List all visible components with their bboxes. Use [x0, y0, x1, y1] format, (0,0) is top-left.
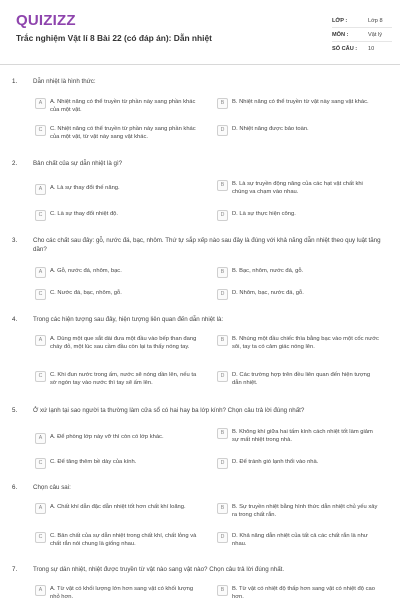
- meta-value-class: Lớp 8: [368, 17, 383, 24]
- question-3: [0, 237, 400, 297]
- header: [0, 0, 400, 65]
- option-text: D. Nhôm, bạc, nước đá, gỗ.: [232, 290, 304, 296]
- page-title: Trắc nghiệm Vật lí 8 Bài 22 (có đáp án): Dẫn nhiệt: [16, 33, 212, 43]
- question-6: [0, 484, 400, 547]
- option-letter-c: C: [35, 125, 46, 136]
- option-text: D. Khả năng dẫn nhiệt của tất cả các chất rắn là như nhau.: [232, 533, 368, 547]
- option-letter-a: A: [35, 335, 46, 346]
- option-text: A. Là sự thay đổi thế năng.: [50, 185, 120, 191]
- option-text: A. Từ vật có khối lượng lớn hơn sang vật có khối lượng nhỏ hơn.: [50, 586, 194, 600]
- question-number: 3.: [12, 237, 18, 244]
- question-4: [0, 316, 400, 386]
- question-number: 2.: [12, 160, 18, 167]
- question-7: [0, 566, 400, 600]
- question-number: 4.: [12, 316, 18, 323]
- question-5: [0, 407, 400, 466]
- quizizz-logo: QUIZIZZ: [16, 12, 76, 29]
- option-text: A. Để phòng lớp này vỡ thì còn có lớp khác.: [50, 434, 164, 440]
- option-text: C. Để tăng thêm bề dày của kính.: [50, 459, 137, 465]
- option-letter-d: D: [217, 125, 228, 136]
- option-text: D. Nhiệt năng được bảo toàn.: [232, 126, 309, 132]
- option-letter-b: B: [217, 585, 228, 596]
- meta-value-count: 10: [368, 45, 375, 52]
- option-letter-d: D: [217, 458, 228, 469]
- option-letter-c: C: [35, 371, 46, 382]
- question-2: [0, 160, 400, 218]
- meta-label-class: LỚP :: [332, 17, 348, 24]
- option-letter-a: A: [35, 585, 46, 596]
- option-letter-a: A: [35, 267, 46, 278]
- option-text: B. Từ vật có nhiệt độ thấp hơn sang vật có nhiệt độ cao hơn.: [232, 586, 375, 600]
- meta-table: [332, 14, 392, 55]
- option-text: A. Dùng một que sắt dài đưa một đầu vào bếp than đang cháy đỏ, một lúc sau cầm đầu còn lại ta thấy nóng tay.: [50, 336, 197, 350]
- option-text: B. Là sự truyền động năng của các hạt vật chất khi chúng va chạm vào nhau.: [232, 181, 363, 195]
- option-letter-b: B: [217, 428, 228, 439]
- option-letter-c: C: [35, 210, 46, 221]
- option-letter-a: A: [35, 503, 46, 514]
- option-text: A. Nhiệt năng có thể truyền từ phần này sang phần khác của một vật.: [50, 99, 196, 113]
- question-1: [0, 78, 400, 140]
- option-text: B. Bạc, nhôm, nước đá, gỗ.: [232, 268, 304, 274]
- option-letter-b: B: [217, 503, 228, 514]
- question-text: Ở xứ lạnh tại sao người ta thường làm cửa sổ có hai hay ba lớp kính? Chọn câu trả lời đúng nhất?: [33, 407, 305, 414]
- question-text: Cho các chất sau đây: gỗ, nước đá, bạc, nhôm. Thứ tự sắp xếp nào sau đây là đúng với khả năng dẫn nhiệt theo quy luật tăng dần?: [33, 237, 381, 253]
- option-letter-d: D: [217, 532, 228, 543]
- option-text: C. Nhiệt năng có thể truyền từ phần này sang phần khác của một vật, từ vật này sang vật khác.: [50, 126, 196, 140]
- option-text: D. Là sự thực hiện công.: [232, 211, 296, 217]
- meta-label-count: SỐ CÂU :: [332, 45, 358, 52]
- question-text: Chọn câu sai:: [33, 484, 71, 491]
- question-number: 5.: [12, 407, 18, 414]
- option-text: B. Nhiệt năng có thể truyền từ vật này sang vật khác.: [232, 99, 369, 105]
- question-number: 1.: [12, 78, 18, 85]
- option-letter-b: B: [217, 267, 228, 278]
- option-letter-a: A: [35, 98, 46, 109]
- question-text: Trong sự dẫn nhiệt, nhiệt được truyền từ vật nào sang vật nào? Chọn câu trả lời đúng nhất.: [33, 566, 285, 573]
- option-text: D. Các trường hợp trên đều liên quan đến hiện tượng dẫn nhiệt.: [232, 372, 371, 386]
- option-text: D. Để tránh gió lạnh thổi vào nhà.: [232, 459, 319, 465]
- option-letter-c: C: [35, 458, 46, 469]
- option-text: C. Là sự thay đổi nhiệt độ.: [50, 211, 119, 217]
- option-letter-c: C: [35, 289, 46, 300]
- option-letter-d: D: [217, 210, 228, 221]
- option-letter-a: A: [35, 433, 46, 444]
- option-text: B. Sự truyền nhiệt bằng hình thức dẫn nhiệt chủ yếu xảy ra trong chất rắn.: [232, 504, 378, 518]
- option-letter-c: C: [35, 532, 46, 543]
- question-text: Trong các hiện tượng sau đây, hiện tượng liên quan đến dẫn nhiệt là:: [33, 316, 224, 323]
- option-letter-b: B: [217, 335, 228, 346]
- question-number: 6.: [12, 484, 18, 491]
- question-text: Dẫn nhiệt là hình thức:: [33, 78, 96, 85]
- option-letter-b: B: [217, 180, 228, 191]
- meta-value-subject: Vật lý: [368, 31, 382, 38]
- meta-label-subject: MÔN :: [332, 31, 349, 38]
- option-letter-d: D: [217, 289, 228, 300]
- option-text: B. Không khí giữa hai tấm kính cách nhiệt tốt làm giảm sự mất nhiệt trong nhà.: [232, 429, 373, 443]
- question-number: 7.: [12, 566, 18, 573]
- option-letter-b: B: [217, 98, 228, 109]
- option-text: C. Khi đun nước trong ấm, nước sẽ nóng dần lên, nếu ta sờ ngón tay vào nước thì tay sẽ ấm lên.: [50, 372, 197, 386]
- option-letter-a: A: [35, 184, 46, 195]
- meta-row-subject: [332, 28, 392, 42]
- option-text: C. Nước đá, bạc, nhôm, gỗ.: [50, 290, 122, 296]
- meta-row-count: [332, 42, 392, 55]
- option-letter-d: D: [217, 371, 228, 382]
- option-text: A. Chất khí dẫn đặc dẫn nhiệt tốt hơn chất khí loãng.: [50, 504, 186, 510]
- option-text: A. Gỗ, nước đá, nhôm, bạc.: [50, 268, 122, 274]
- option-text: B. Nhúng một đầu chiếc thìa bằng bạc vào một cốc nước sôi, tay ta có cảm giác nóng lên.: [232, 336, 379, 350]
- question-text: Bản chất của sự dẫn nhiệt là gì?: [33, 160, 123, 167]
- meta-row-class: [332, 14, 392, 28]
- option-text: C. Bản chất của sự dẫn nhiệt trong chất khí, chất lỏng và chất rắn nói chung là giống nhau.: [50, 533, 197, 547]
